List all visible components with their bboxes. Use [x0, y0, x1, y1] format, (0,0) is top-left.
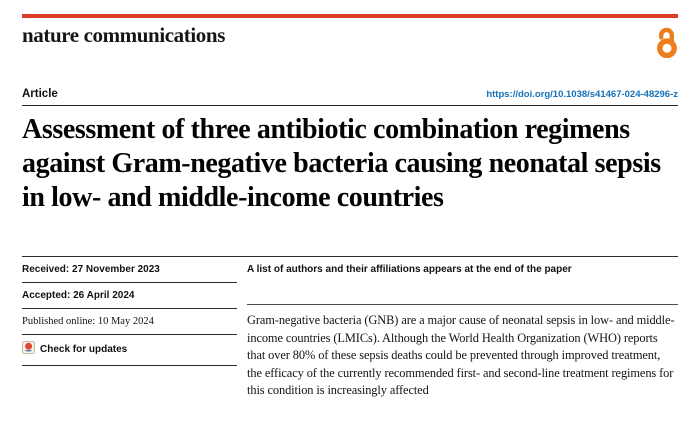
masthead [22, 18, 678, 64]
check-for-updates-button[interactable] [22, 335, 237, 366]
doi-link[interactable]: https://doi.org/10.1038/s41467-024-48296-z [486, 89, 678, 100]
crossmark-icon [22, 341, 35, 358]
journal-wordmark: nature communications [22, 23, 225, 47]
abstract-column [247, 257, 678, 400]
authors-note-divider [247, 304, 678, 305]
published-online-date: Published online: 10 May 2024 [22, 309, 237, 335]
article-kicker: Article [22, 88, 58, 100]
accepted-date: Accepted: 26 April 2024 [22, 283, 237, 309]
check-for-updates-label: Check for updates [40, 343, 128, 355]
open-access-icon [656, 26, 678, 63]
abstract-text: Gram-negative bacteria (GNB) are a major cause of neonatal sepsis in low- and middle-income countries (LMICs). Although the World Health Organization (WHO) reports that over 80% of these sepsis deaths could be prevented through improved treatment, the efficacy of the currently recommended first- and second-line treatment regimens for this condition is increasingly affected [247, 313, 675, 398]
dates-column [22, 257, 237, 400]
article-header-row [22, 88, 678, 106]
meta-section [22, 256, 678, 400]
received-date: Received: 27 November 2023 [22, 257, 237, 283]
article-title: Assessment of three antibiotic combination regimens against Gram-negative bacteria causing neonatal sepsis in low- and middle-income countries [22, 114, 661, 213]
authors-note: A list of authors and their affiliations appears at the end of the paper [247, 264, 572, 275]
